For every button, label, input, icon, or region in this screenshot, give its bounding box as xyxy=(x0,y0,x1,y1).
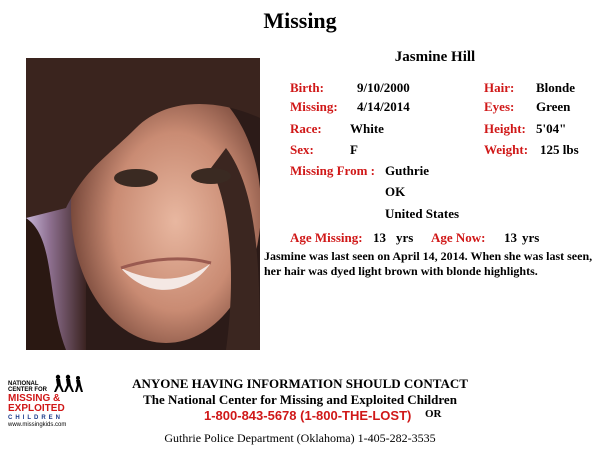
eyes-value: Green xyxy=(536,99,571,114)
logo-children: CHILDREN xyxy=(8,415,63,421)
child-photo xyxy=(26,58,260,350)
age-now-label: Age Now: xyxy=(431,230,486,245)
logo-center-for: CENTER FOR xyxy=(8,387,47,393)
age-now-value: 13 xyxy=(504,230,517,245)
logo-national: NATIONAL xyxy=(8,381,39,387)
logo-exploited: EXPLOITED xyxy=(8,403,65,414)
age-missing-label: Age Missing: xyxy=(290,230,363,245)
missing-date-value: 4/14/2014 xyxy=(357,99,410,114)
hair-label: Hair: xyxy=(484,80,515,95)
or-text: OR xyxy=(425,408,442,420)
birth-value: 9/10/2000 xyxy=(357,80,410,95)
poster-title: Missing xyxy=(263,8,337,33)
height-label: Height: xyxy=(484,121,526,136)
missing-state: OK xyxy=(385,184,406,199)
height-value: 5'04" xyxy=(536,121,567,136)
age-now-unit: yrs xyxy=(522,230,540,245)
birth-label: Birth: xyxy=(290,80,324,95)
hair-value: Blonde xyxy=(536,80,576,95)
age-missing-unit: yrs xyxy=(396,230,414,245)
ncmec-phone[interactable]: 1-800-843-5678 (1-800-THE-LOST) xyxy=(204,408,412,423)
logo-url: www.missingkids.com xyxy=(8,422,67,428)
weight-value: 125 lbs xyxy=(540,142,579,157)
missing-date-label: Missing: xyxy=(290,99,338,114)
weight-label: Weight: xyxy=(484,142,529,157)
contact-heading: ANYONE HAVING INFORMATION SHOULD CONTACT xyxy=(132,376,468,391)
race-value: White xyxy=(350,121,384,136)
sex-value: F xyxy=(350,142,358,157)
police-contact: Guthrie Police Department (Oklahoma) 1-405-282-3535 xyxy=(164,431,436,445)
missing-city: Guthrie xyxy=(385,163,430,178)
age-missing-value: 13 xyxy=(373,230,386,245)
description-text: Jasmine was last seen on April 14, 2014. When she was last seen, her hair was dyed light brown with blonde highlights. xyxy=(264,249,593,278)
child-name: Jasmine Hill xyxy=(394,49,476,65)
race-label: Race: xyxy=(290,121,322,136)
missing-country: United States xyxy=(385,206,460,221)
logo-missing: MISSING & xyxy=(8,393,61,404)
sex-label: Sex: xyxy=(290,142,314,157)
missing-from-label: Missing From : xyxy=(290,163,375,178)
eyes-label: Eyes: xyxy=(484,99,515,114)
contact-org: The National Center for Missing and Exploited Children xyxy=(143,392,457,407)
